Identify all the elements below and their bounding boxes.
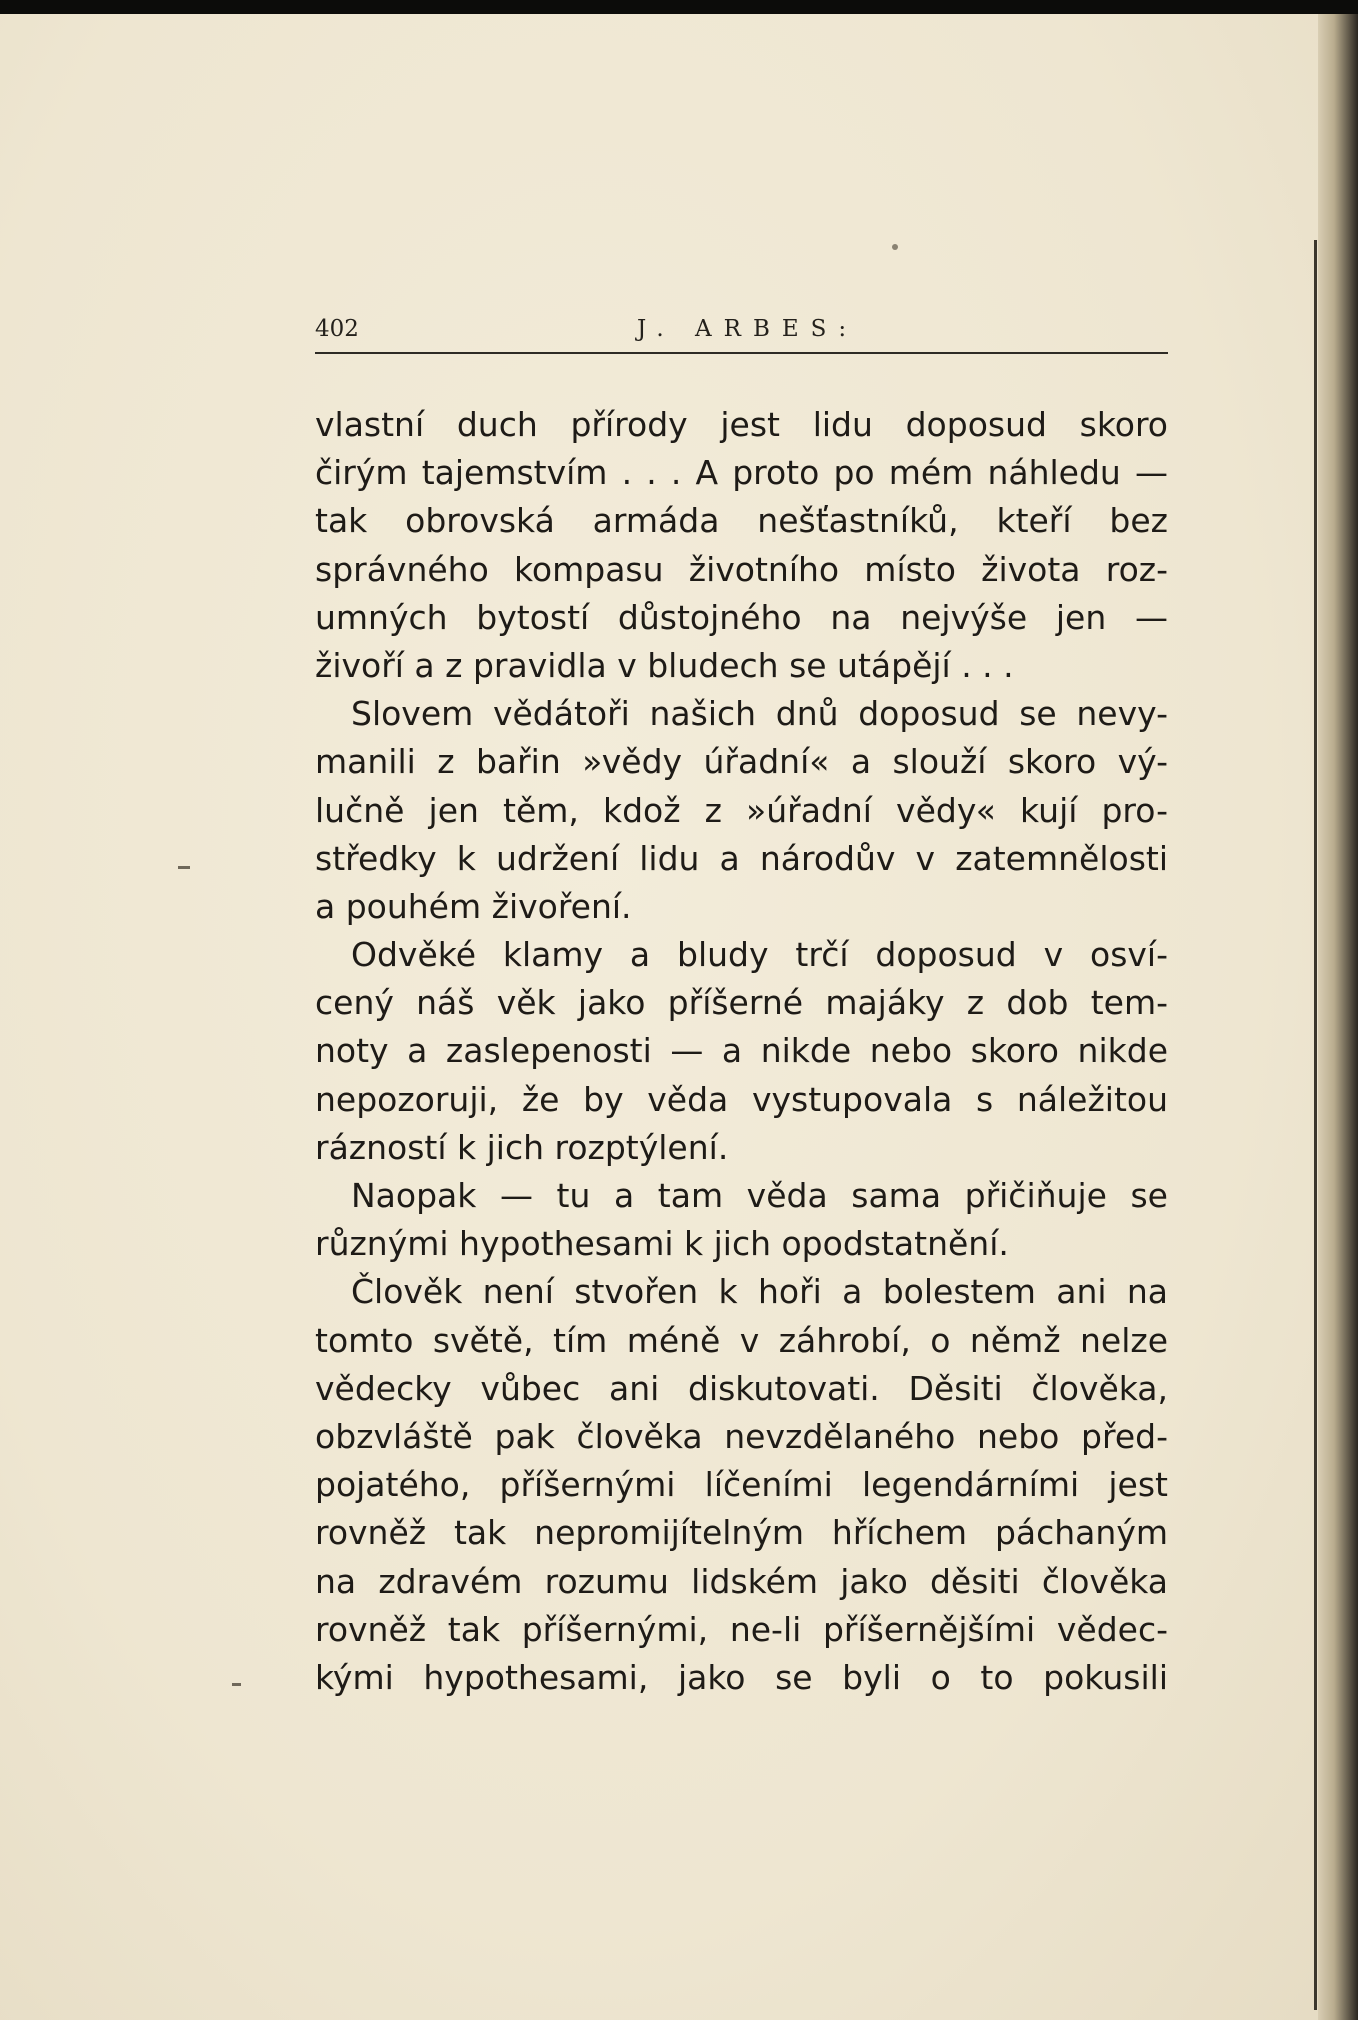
text-line: na zdravém rozumu lidském jako děsiti člověka xyxy=(315,1561,1168,1601)
paper-speck xyxy=(892,244,898,250)
text-line: manili z bařin »vědy úřadní« a slouží skoro vý- xyxy=(315,742,1168,782)
text-line: a pouhém živoření. xyxy=(315,886,632,926)
text-line: živoří a z pravidla v bludech se utápějí . . . xyxy=(315,645,1014,685)
margin-mark xyxy=(232,1683,241,1686)
body-text xyxy=(315,401,1168,1702)
text-line: tomto světě, tím méně v záhrobí, o němž nelze xyxy=(315,1320,1168,1360)
page-gutter xyxy=(1318,14,1358,2020)
text-line: nepozoruji, že by věda vystupovala s náležitou xyxy=(315,1079,1168,1119)
text-line: Odvěké klamy a bludy trčí doposud v osví- xyxy=(351,935,1168,975)
text-line: kými hypothesami, jako se byli o to pokusili xyxy=(315,1657,1168,1697)
text-line: Člověk není stvořen k hoři a bolestem ani na xyxy=(351,1272,1168,1312)
text-line: rovněž tak nepromijítelným hříchem páchaným xyxy=(315,1513,1168,1553)
text-line: vědecky vůbec ani diskutovati. Děsiti člověka, xyxy=(315,1368,1168,1408)
text-line: správného kompasu životního místo života roz- xyxy=(315,549,1168,589)
gutter-edge-line xyxy=(1314,240,1317,2010)
text-line: umných bytostí důstojného na nejvýše jen — xyxy=(315,597,1168,637)
text-line: středky k udržení lidu a národův v zatemnělosti xyxy=(315,838,1168,878)
text-line: různými hypothesami k jich opodstatnění. xyxy=(315,1224,1009,1264)
text-line: rovněž tak příšernými, ne-li příšernějšími vědec- xyxy=(315,1609,1168,1649)
text-line: rázností k jich rozptýlení. xyxy=(315,1127,729,1167)
author-header: J. ARBES: xyxy=(637,316,859,342)
text-line: cený náš věk jako příšerné majáky z dob tem- xyxy=(315,983,1168,1023)
text-line: vlastní duch přírody jest lidu doposud skoro xyxy=(315,405,1168,444)
text-line: Slovem vědátoři našich dnů doposud se nevy- xyxy=(351,694,1168,734)
text-line: tak obrovská armáda nešťastníků, kteří bez xyxy=(315,501,1168,541)
text-line: čirým tajemstvím . . . A proto po mém náhledu — xyxy=(315,453,1168,493)
margin-mark xyxy=(178,866,190,869)
text-line: obzvláště pak člověka nevzdělaného nebo před- xyxy=(315,1416,1168,1456)
text-line: noty a zaslepenosti — a nikde nebo skoro nikde xyxy=(315,1031,1168,1071)
text-line: Naopak — tu a tam věda sama přičiňuje se xyxy=(351,1176,1168,1215)
text-line: lučně jen těm, kdož z »úřadní vědy« kují pro- xyxy=(315,790,1168,830)
text-line: pojatého, příšernými líčeními legendárními jest xyxy=(315,1465,1168,1505)
page-number: 402 xyxy=(315,316,359,342)
running-head xyxy=(315,312,1168,354)
